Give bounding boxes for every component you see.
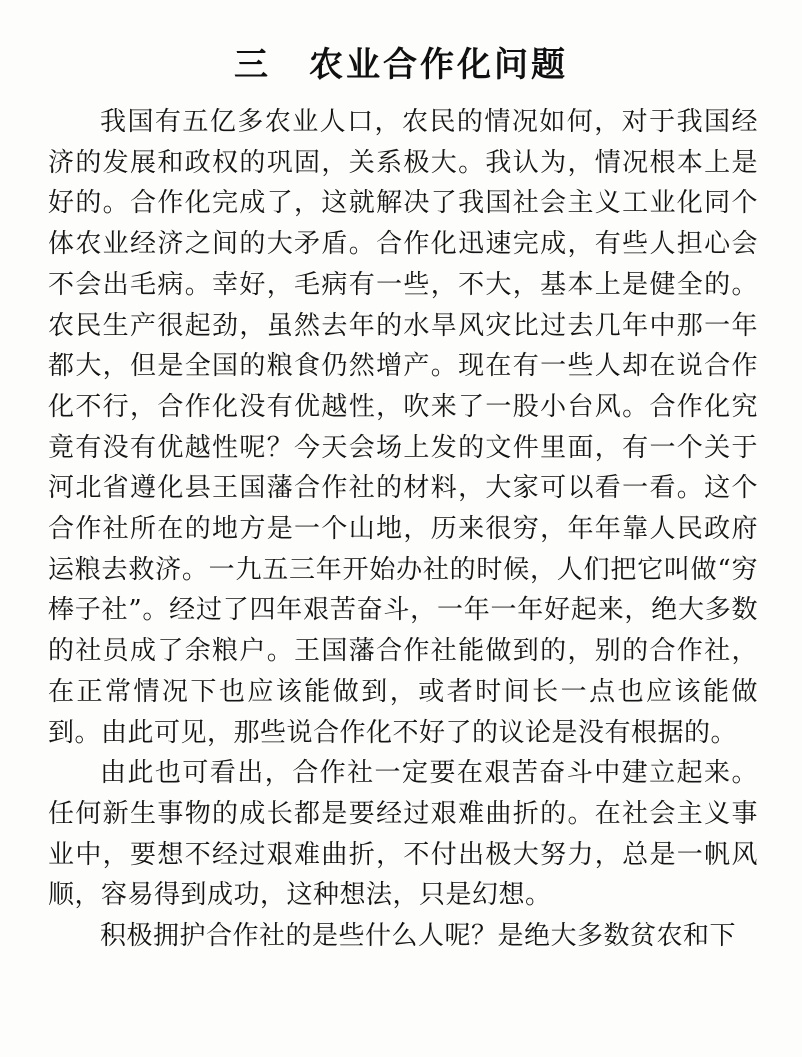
body-text bbox=[48, 102, 758, 957]
paragraph-2: 由此也可看出，合作社一定要在艰苦奋斗中建立起来。任何新生事物的成长都是要经过艰难曲折的。在社会主义事业中，要想不经过艰难曲折，不付出极大努力，总是一帆风顺，容易得到成功，这种想法，只是幻想。 bbox=[48, 758, 758, 911]
page-title bbox=[0, 41, 802, 89]
paragraph-1: 我国有五亿多农业人口，农民的情况如何，对于我国经济的发展和政权的巩固，关系极大。我认为，情况根本上是好的。合作化完成了，这就解决了我国社会主义工业化同个体农业经济之间的大矛盾。合作化迅速完成，有些人担心会不会出毛病。幸好，毛病有一些，不大，基本上是健全的。农民生产很起劲，虽然去年的水旱风灾比过去几年中那一年都大，但是全国的粮食仍然增产。现在有一些人却在说合作化不行，合作化没有优越性，吹来了一股小台风。合作化究竟有没有优越性呢？今天会场上发的文件里面，有一个关于河北省遵化县王国藩合作社的材料，大家可以看一看。这个合作社所在的地方是一个山地，历来很穷，年年靠人民政府运粮去救济。一九五三年开始办社的时候，人们把它叫做“穷棒子社”。经过了四年艰苦奋斗，一年一年好起来，绝大多数的社员成了余粮户。王国藩合作社能做到的，别的合作社，在正常情况下也应该能做到，或者时间长一点也应该能做到。由此可见，那些说合作化不好了的议论是没有根据的。 bbox=[48, 107, 758, 748]
title-number: 三 bbox=[234, 44, 271, 85]
title-text: 农业合作化问题 bbox=[309, 44, 568, 85]
paragraph-3: 积极拥护合作社的是些什么人呢？是绝大多数贫农和下 bbox=[100, 921, 737, 952]
